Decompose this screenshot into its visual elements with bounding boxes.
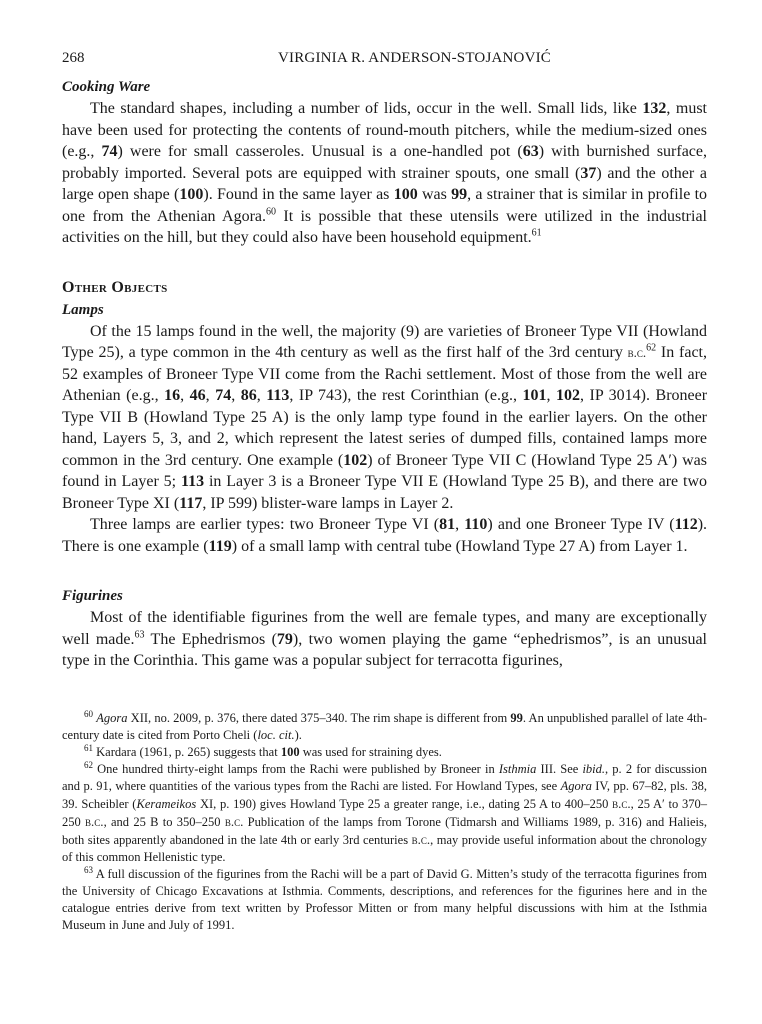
figurines-heading: Figurines <box>62 588 123 604</box>
other-objects-heading: Other Objects <box>62 278 168 296</box>
footnote-60: $^{60}$ Agora XII, no. 2009, p. 376, there dated 375–340. The rim shape is different from 99. An unpublished parallel of late 4th-century date is cited from Porto Cheli (loc. cit.). <box>62 708 708 742</box>
footnotes <box>62 710 707 934</box>
lamps-paragraph-1: Of the 15 lamps found in the well, the majority (9) are varieties of Broneer Type VII (Howland Type 25), a type common in the 4th century as well as the first half of the 3rd century b.c.$^{62}$ In fact, 52 examples of Broneer Type VII come from the Rachi settlement. Most of those from the well are Athenian (e.g., 16, 46, 74, 86, 113, IP 743), the rest Corinthian (e.g., 101, 102, IP 3014). Broneer Type VII B (Howland Type 25 A) is the only lamp type found in the earlier layers. On the other hand, Layers 5, 3, and 2, which represent the latest series of dumped fills, contained lamps more common in the 3rd century. One example (102) of Broneer Type VII C (Howland Type 25 A′) was found in Layer 5; 113 in Layer 3 is a Broneer Type VII E (Howland Type 25 B), and there are two Broneer Type XI (117, IP 599) blister-ware lamps in Layer 2. <box>62 322 708 512</box>
footnote-ref-61[interactable]: 61 <box>531 227 542 239</box>
running-head: VIRGINIA R. ANDERSON-STOJANOVIĆ <box>277 50 552 66</box>
footnote-62: $^{62}$ One hundred thirty-eight lamps from the Rachi were published by Broneer in Isthmia III. See ibid., p. 2 for discussion and p. 91, where quantities of the various types from the Rachi are listed. For Howland Types, see Agora IV, pp. 67–82, pls. 38, 39. Scheibler (Kerameikos XI, p. 190) gives Howland Type 25 a greater range, i.e., dating 25 A to 400–250 b.c., 25 A′ to 370–250 b.c., and 25 B to 350–250 b.c. Publication of the lamps from Torone (Tidmarsh and Williams 1989, p. 316) and Halieis, both sites apparently abandoned in the late 4th or early 3rd centuries b.c., may provide useful information about the chronology of this common Hellenistic type. <box>62 759 708 864</box>
cooking-ware-heading: Cooking Ware <box>62 79 151 95</box>
footnote-ref-62[interactable]: 62 <box>646 342 657 354</box>
footnote-ref-60[interactable]: 60 <box>266 206 277 218</box>
page-header <box>62 50 707 72</box>
footnote-ref-63[interactable]: 63 <box>134 629 145 641</box>
footnote-63: $^{63}$ A full discussion of the figurines from the Rachi will be a part of David G. Mitten’s study of the terracotta figurines from the University of Chicago Excavations at Isthmia. Comments, descriptions, and references for the figurines here and in the catalogue entries derive from text written by Professor Mitten or from many helpful discussions with him at the Isthmia Museum in June and July of 1991. <box>62 864 707 932</box>
page-number: 268 <box>62 50 85 66</box>
lamps-paragraph-2: Three lamps are earlier types: two Broneer Type VI (81, 110) and one Broneer Type IV (112). There is one example (119) of a small lamp with central tube (Howland Type 27 A) from Layer 1. <box>62 516 708 555</box>
cooking-ware-paragraph: The standard shapes, including a number of lids, occur in the well. Small lids, like 132, must have been used for protecting the contents of round-mouth pitchers, while the medium-sized ones (e.g., 74) were for small casseroles. Unusual is a one-handled pot (63) with burnished surface, probably imported. Several pots are equipped with strainer spouts, one small (37) and the other a large open shape (100). Found in the same layer as 100 was 99, a strainer that is similar in profile to one from the Athenian Agora.$^{60}$ It is possible that these utensils were utilized in the industrial activities on the hill, but they could also have been household equipment.$^{61}$ <box>62 100 708 246</box>
footnote-61: $^{61}$ Kardara (1961, p. 265) suggests that 100 was used for straining dyes. <box>84 742 442 759</box>
lamps-heading: Lamps <box>62 301 104 318</box>
figurines-paragraph: Most of the identifiable figurines from the well are female types, and many are exceptionally well made.$^{63}$ The Ephedrismos (79), two women playing the game “ephedrismos”, is an unusual type in the Corinthia. This game was a popular subject for terracotta figurines, <box>62 609 707 669</box>
page <box>62 50 707 934</box>
